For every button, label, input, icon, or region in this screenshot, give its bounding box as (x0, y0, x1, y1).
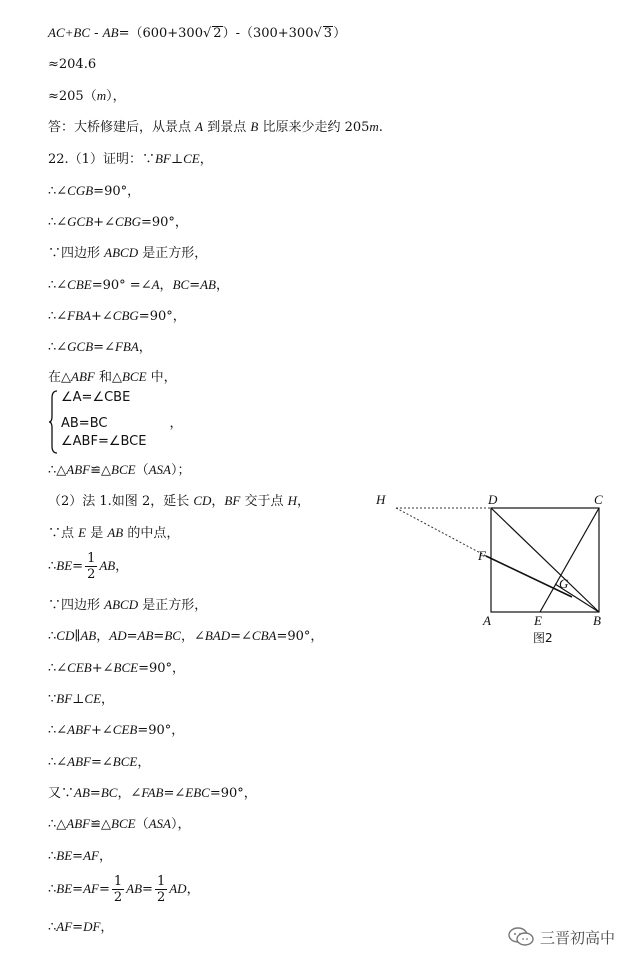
line-step: 又∵AB=BC，∠FAB=∠EBC=90°， (48, 785, 257, 801)
line-step: ∴BE=AF， (48, 848, 112, 864)
line-step: ∵四边形 ABCD 是正方形， (48, 245, 208, 261)
system-row-2: AB=BC ， (61, 416, 183, 431)
line-step: ∵点 E 是 AB 的中点， (48, 525, 180, 541)
line-approx-1: ≈204.6 (48, 57, 97, 72)
line-step: ∴△ABF≌△BCE（ASA）； (48, 462, 191, 478)
line-step: ∴∠GCB+∠CBG=90°， (48, 214, 188, 230)
line-step: ∴CD∥AB，AD=AB=BC，∠BAD=∠CBA=90°， (48, 628, 324, 644)
line-step: ∴AF=DF， (48, 919, 114, 935)
line-step: ∴∠CBE=90° =∠A，BC=AB， (48, 277, 229, 293)
line-step: 在△ABF 和△BCE 中， (48, 369, 177, 385)
fraction-half: $\frac{1}{2}$ (113, 874, 123, 905)
figure-caption: 图2 (533, 631, 553, 645)
line-step: ∴△ABF≌△BCE（ASA）， (48, 816, 191, 832)
line-step: ∵四边形 ABCD 是正方形， (48, 597, 208, 613)
system-row-3: ∠ABF=∠BCE (61, 434, 147, 449)
system-row-1: ∠A=∠CBE (61, 390, 131, 405)
fraction-half: $\frac{1}{2}$ (87, 551, 96, 582)
line-step: ∴∠ABF=∠BCE， (48, 754, 151, 770)
label-h: H (376, 492, 386, 507)
dotted-hf (396, 508, 486, 556)
label-a: A (483, 613, 491, 628)
line-q22-proof-start: 22.（1）证明：∵BF⊥CE， (48, 151, 213, 167)
line-step: ∴∠GCB=∠FBA， (48, 339, 152, 355)
sqrt-2: 2 (213, 26, 222, 41)
line-step-fraction: ∴BE= $\frac{1}{2}$ AB， (48, 551, 129, 582)
line-answer: 答：大桥修建后，从景点 A 到景点 B 比原来少走约 205m. (48, 119, 383, 135)
label-g: G (559, 576, 569, 591)
watermark (508, 926, 615, 948)
geometry-figure-2 (368, 484, 618, 649)
label-b: B (593, 613, 601, 628)
label-f: F (478, 548, 486, 563)
fraction-half: $\frac{1}{2}$ (156, 874, 166, 905)
left-brace-icon (48, 390, 58, 454)
segment-db (491, 508, 599, 612)
line-step: ∴∠ABF+∠CEB=90°， (48, 722, 185, 738)
label-d: D (488, 492, 498, 507)
line-approx-2: ≈205（m）， (48, 88, 126, 104)
label-e: E (534, 613, 542, 628)
sqrt-3: 3 (323, 26, 333, 41)
line-part-2-start: （2）法 1.如图 2，延长 CD，BF 交于点 H， (48, 493, 310, 509)
watermark-text: 三晋初高中 (540, 928, 616, 947)
line-step: ∴∠FBA+∠CBG=90°， (48, 308, 186, 324)
line-step-fraction: ∴BE=AF= $\frac{1}{2}$ AB= $\frac{1}{2}$ AD， (48, 874, 200, 905)
line-step: ∴∠CEB+∠BCE=90°， (48, 660, 186, 676)
line-step: ∵BF⊥CE， (48, 691, 115, 707)
line-calc-difference: AC+BC - AB=（600+300√ 2）-（300+300√ 3） (48, 25, 347, 41)
line-step: ∴∠CGB=90°， (48, 183, 141, 199)
label-c: C (594, 492, 603, 507)
wechat-icon (508, 926, 534, 948)
